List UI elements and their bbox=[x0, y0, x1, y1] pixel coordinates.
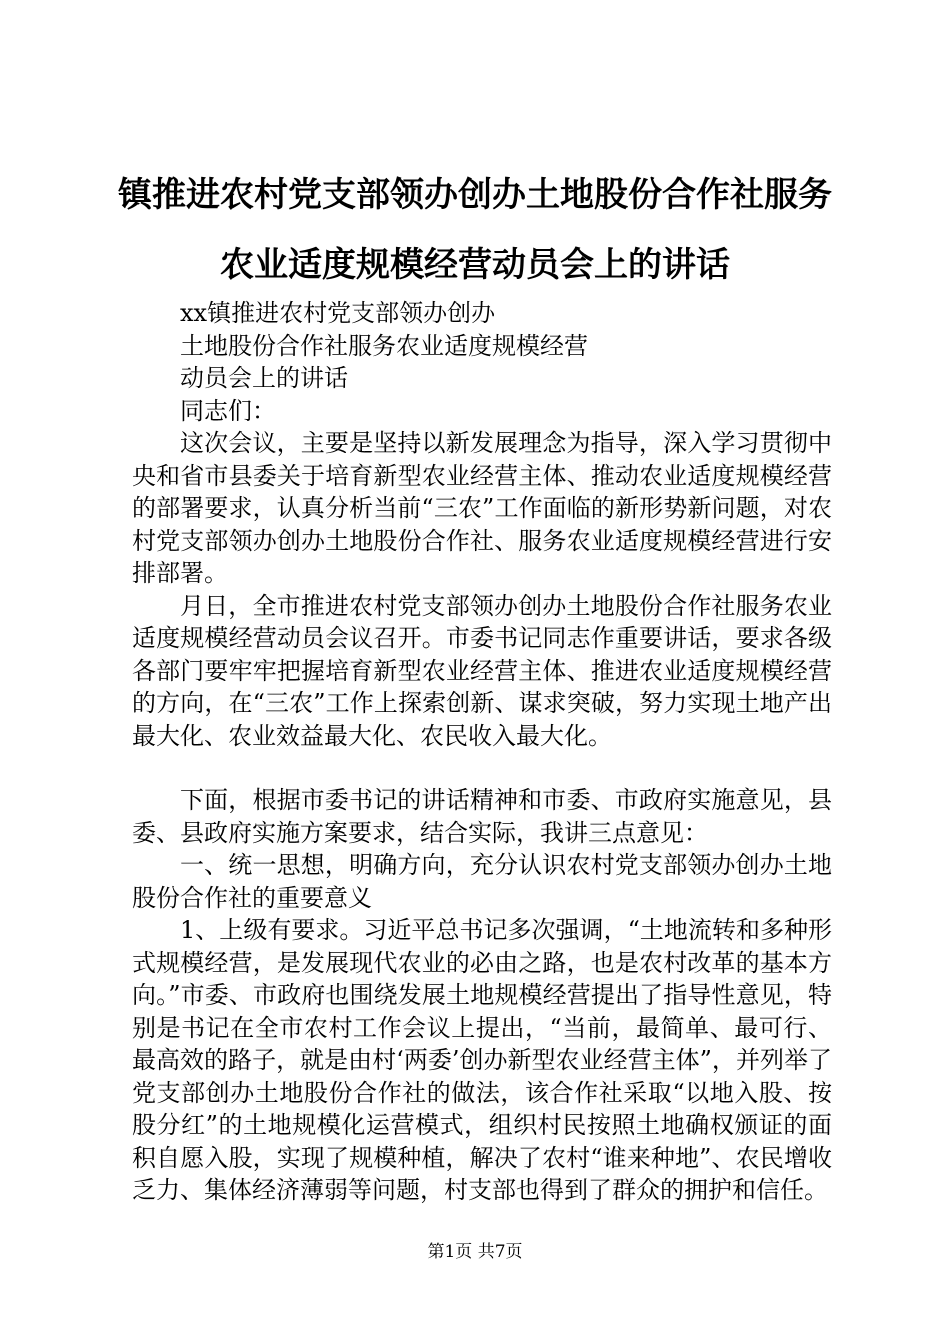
section-heading-1: 一、统一思想，明确方向，充分认识农村党支部领办创办土地股份合作社的重要意义 bbox=[132, 851, 832, 912]
page-footer: 第1页 共7页 bbox=[427, 1242, 523, 1262]
paragraph-4: 1、上级有要求。习近平总书记多次强调，“土地流转和多种形式规模经营，是发展现代农业的必由之路，也是农村改革的基本方向。”市委、市政府也围绕发展土地规模经营提出了指导性意见，特别是书记在全市农村工作会议上提出，“当前，最简单、最可行、最高效的路子，就是由村‘两委’创办新型农业经营主体”，并列举了党支部创办土地股份合作社的做法，该合作社采取“以地入股、按股分红”的土地规模化运营模式，组织村民按照土地确权颁证的面积自愿入股，实现了规模种植，解决了农村“谁来种地”、农民增收乏力、集体经济薄弱等问题，村支部也得到了群众的拥护和信任。 bbox=[132, 916, 832, 1204]
paragraph-1: 这次会议，主要是坚持以新发展理念为指导，深入学习贯彻中央和省市县委关于培育新型农业经营主体、推动农业适度规模经营的部署要求，认真分析当前“三农”工作面临的新形势新问题，对农村党支部领办创办土地股份合作社、服务农业适度规模经营进行安排部署。 bbox=[132, 429, 832, 587]
paragraph-spacer bbox=[132, 752, 832, 784]
paragraph-3: 下面，根据市委书记的讲话精神和市委、市政府实施意见，县委、县政府实施方案要求，结合实际，我讲三点意见： bbox=[132, 786, 832, 847]
heading-line-1: xx镇推进农村党支部领办创办 bbox=[180, 299, 496, 327]
document-title: 镇推进农村党支部领办创办土地股份合作社服务农业适度规模经营动员会上的讲话 bbox=[118, 175, 832, 285]
heading-line-2: 土地股份合作社服务农业适度规模经营 bbox=[180, 331, 588, 360]
heading-line-3: 动员会上的讲话 bbox=[180, 364, 348, 392]
salutation: 同志们： bbox=[180, 396, 276, 425]
paragraph-2: 月日，全市推进农村党支部领办创办土地股份合作社服务农业适度规模经营动员会议召开。市委书记同志作重要讲话，要求各级各部门要牢牢把握培育新型农业经营主体、推进农业适度规模经营的方向，在“三农”工作上探索创新、谋求突破，努力实现土地产出最大化、农业效益最大化、农民收入最大化。 bbox=[132, 591, 832, 750]
document-body bbox=[132, 297, 832, 1207]
